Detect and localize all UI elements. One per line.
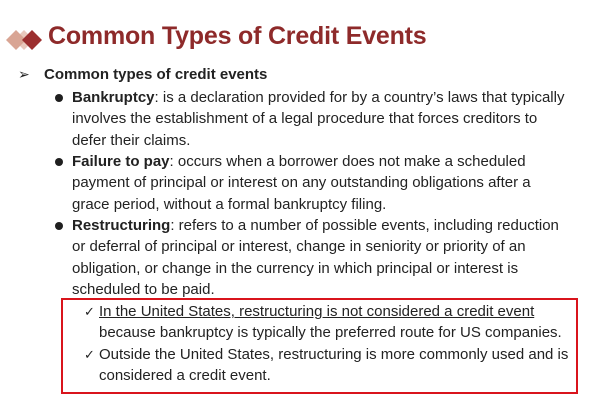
checkmark-icon: ✓ [84,304,95,319]
bullet-description: : occurs when a borrower does not make a scheduled payment of principal or interest on any outstanding obligations after a grace period, without a formal bankruptcy filing. [72,153,531,213]
note-text [99,301,570,344]
arrowhead-icon: ➢ [18,66,30,82]
note-underlined: In the United States, restructuring is not considered a credit event [99,303,535,320]
bullet-restructuring [55,215,570,300]
bullet-term: Bankruptcy [72,89,155,106]
bullet-description: : refers to a number of possible events, including reduction or deferral of principal or interest, change in seniority or priority of an obligation, or change in the currency in which principal or interest is scheduled to be paid. [72,217,559,298]
bullet-text [72,87,570,151]
bullet-text [72,215,570,300]
section-heading: Common types of credit events [44,66,268,83]
note-us [84,301,570,344]
bullet-text [72,151,570,215]
title-bar [0,20,595,60]
diamond-decor-icon [2,26,46,54]
note-text: Outside the United States, restructuring is more commonly used and is considered a credit event. [99,346,569,385]
dot-icon [55,94,63,102]
note-rest: because bankruptcy is typically the preferred route for US companies. [99,324,562,342]
dot-icon [55,222,63,230]
page-title: Common Types of Credit Events [48,22,427,50]
bullet-term: Failure to pay [72,153,170,170]
checkmark-icon: ✓ [84,347,95,362]
bullet-bankruptcy [55,87,570,151]
bullet-term: Restructuring [72,217,171,234]
bullet-failure-to-pay [55,151,570,215]
bullet-description: : is a declaration provided for by a country’s laws that typically involves the establishment of a legal procedure that forces creditors to defer their claims. [72,89,565,149]
dot-icon [55,158,63,166]
note-outside-us [84,344,570,387]
